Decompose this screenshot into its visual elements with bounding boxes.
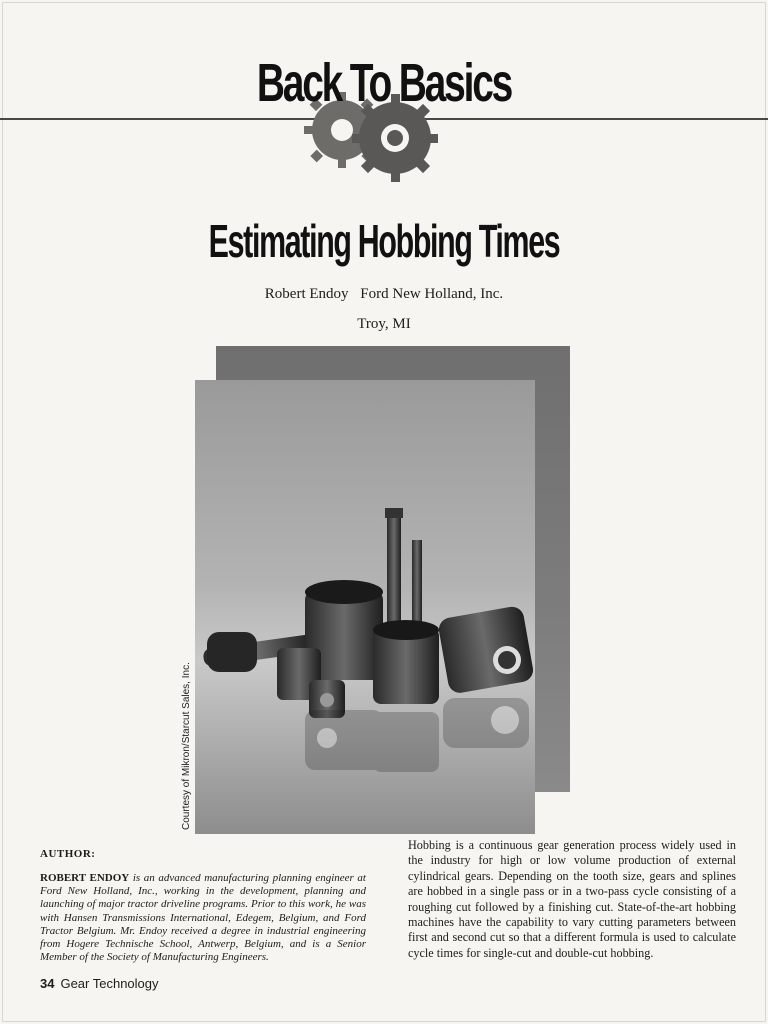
author-bio-name: ROBERT ENDOY bbox=[40, 872, 130, 884]
author-bio bbox=[40, 872, 366, 964]
hob-cutters-photo bbox=[195, 380, 535, 834]
author-location: Troy, MI bbox=[357, 316, 411, 332]
page-footer bbox=[40, 976, 159, 991]
author-heading: AUTHOR: bbox=[40, 848, 96, 860]
author-company: Ford New Holland, Inc. bbox=[360, 286, 504, 302]
publication-name: Gear Technology bbox=[60, 976, 159, 991]
series-title: Back To Basics bbox=[256, 53, 512, 113]
author-name: Robert Endoy bbox=[264, 286, 349, 302]
article-body-paragraph: Hobbing is a continuous gear generation process widely used in the industry for high or low volume production of external cylindrical gears. Depending on the tooth size, gears and splines are hobbed in a single pass or in a two-pass cycle consisting of a roughing cut followed by a finishing cut. State-of-the-art hobbing machines have the capability to vary cutting parameters between first and second cut so that a different formula is used to calculate cycle times for single-cut and double-cut hobbing. bbox=[408, 838, 736, 960]
photo-credit: Courtesy of Mikron/Starcut Sales, Inc. bbox=[181, 662, 192, 830]
author-bio-text: is an advanced manufacturing planning engineer at Ford New Holland, Inc., working in the development, planning and launching of major tractor driveline programs. Prior to this work, he was with Hansen Transmissions International, Edegem, Belgium, and Ford Tractor Belgium. Mr. Endoy received a degree in industrial engineering from Hogere Technische School, Antwerp, Belgium, and is a Senior Member of the Society of Manufacturing Engineers. bbox=[40, 872, 366, 964]
page-number: 34 bbox=[40, 976, 55, 991]
article-title: Estimating Hobbing Times bbox=[208, 215, 560, 267]
byline bbox=[0, 286, 768, 303]
